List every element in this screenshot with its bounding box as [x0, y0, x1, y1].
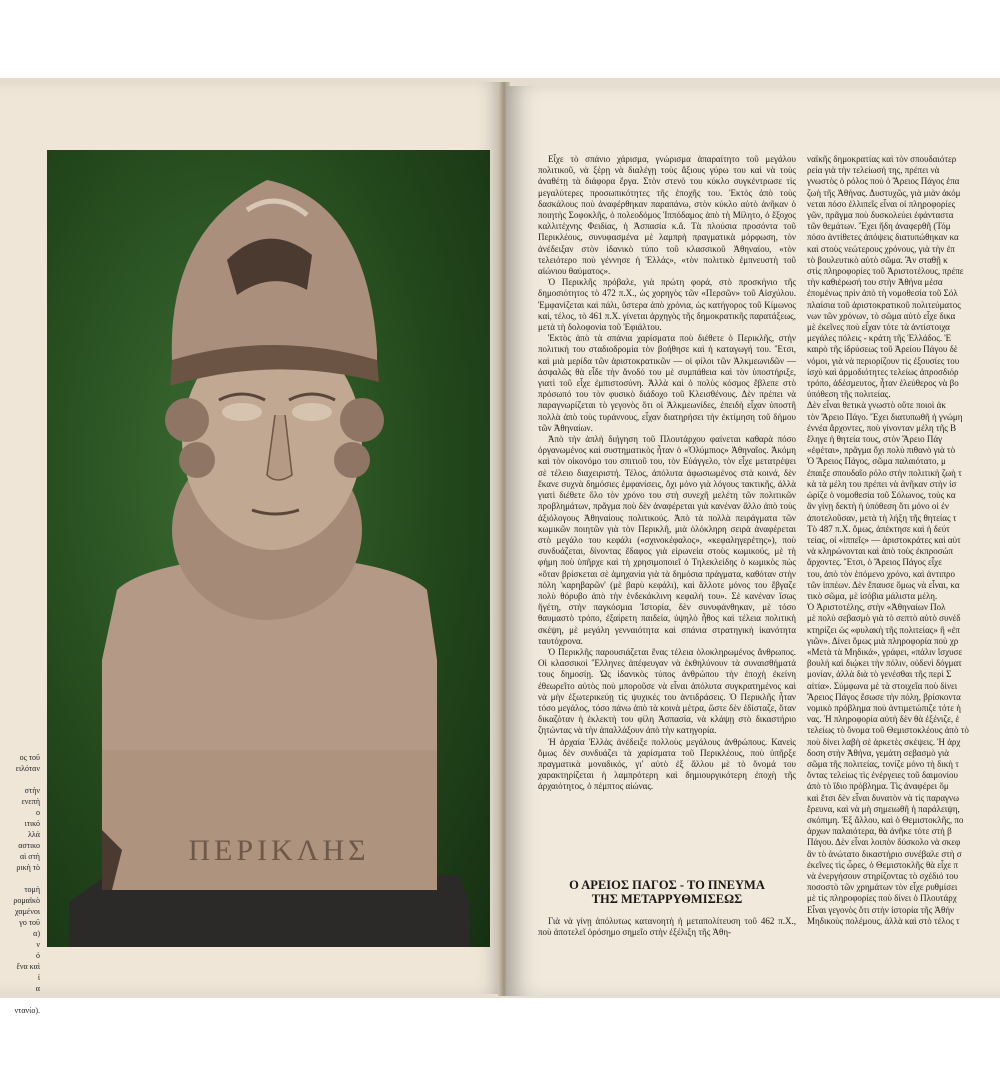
text-line: μὲ ἐκεῖνες ποὺ εἶχαν τότε τὰ ἀντίστοιχα — [807, 322, 950, 333]
section-heading-line-1: Ο ΑΡΕΙΟΣ ΠΑΓΟΣ - ΤΟ ΠΝΕΥΜΑ — [569, 878, 765, 892]
text-line: ἐκεῖνες τὶς ὧρες, ὁ Θεμιστοκλῆς θὰ εἶχε π — [807, 859, 958, 870]
text-line: κτηρίζει ὡς «φυλακὴ τῆς πολιτείας» ἢ «ἐπ — [807, 624, 960, 635]
text-line: τείας, οἱ «ἱππεῖς» — ἀριστοκράτες καὶ αὐτ — [807, 534, 961, 545]
text-line: Μηδικοὺς πολέμους, ἀλλὰ καὶ στὸ τέλος τ — [807, 915, 960, 926]
text-fragment: χαμένοι — [15, 907, 40, 916]
left-page-text-fragments — [0, 752, 40, 1016]
text-fragment: στὴν — [24, 786, 40, 795]
text-line: καιρὸ τῆς ἱδρύσεως τοῦ Ἀρείου Πάγου δὲ — [807, 344, 958, 355]
text-fragment: ος τοῦ — [19, 753, 40, 762]
text-line: πόσο ἀντίθετες ἀπόψεις διατυπώθηκαν κα — [807, 232, 959, 243]
text-line: ἔρευνα, καὶ νὰ μὴ σημειωθῆ ἡ παράλειψη, — [807, 803, 960, 814]
text-line: ποσοστὸ τῶν χρημάτων τὸν εἶχε ρυθμίσει — [807, 882, 958, 893]
text-fragment: ιτικό — [24, 819, 40, 828]
text-fragment: α — [35, 984, 40, 993]
section-heading-line-2: ΤΗΣ ΜΕΤΑΡΡΥΘΜΙΣΕΩΣ — [591, 892, 743, 906]
text-line: νων τῶν χρόνων, τὸ σῶμα αὐτὸ εἶχε δικα — [807, 310, 956, 321]
text-line: ὄντας τελείως τὶς ἐνέργειες τοῦ δαιμονίου — [807, 770, 958, 781]
section-heading — [538, 878, 796, 906]
text-fragment: αστικο — [18, 841, 40, 850]
text-fragment: ό — [36, 951, 40, 960]
text-fragment: ἰ — [37, 973, 40, 982]
text-line: ζωὴ τῆς Ἀθήνας. Δυστυχῶς, γιὰ μιὰν ἀκόμ — [807, 187, 961, 198]
text-line: κὰ τὰ μέλη του πρέπει νὰ ἀνῆκαν στὴν ἰσ — [807, 478, 957, 489]
text-line: ἂν τὸ ἀνώτατο δικαστήριο συνέβαλε στὴ σ — [807, 848, 962, 859]
paragraph: Ἡ ἀρχαία Ἑλλὰς ἀνέδειξε πολλοὺς μεγάλους ἀνθρώπους. Κανεὶς ὅμως δὲν συνδυάζει τὰ χαρίσματα τοῦ Περικλέους, ποὺ ὑπῆρξε πραγματικὰ μοναδικός, γι' αὐτὸ ἐξ ἄλλου μὲ τὸ ὄνομά του χαρακτηρίζεται ἡ λαμπρότερη καὶ δημιουργικότερη ἐποχὴ τῆς ἀρχαιότητος, ὁ πέμπτος αἰώνας. — [538, 736, 796, 792]
text-fragment: ειλόταν — [15, 764, 40, 773]
article-column-2 — [807, 154, 1000, 944]
text-line: μὲ πολὺ σεβασμὸ γιὰ τὸ σεπτὸ αὐτὸ συνέδ — [807, 613, 961, 624]
text-fragment: λλά — [28, 830, 40, 839]
text-line: τὴν καθιέρωσή του στὴν Ἀθήνα μέσα — [807, 277, 943, 288]
text-line: ἀρχων παλαιότερα, θὰ ἀνῆκε τότε στὴ β — [807, 826, 952, 837]
text-line: ποὺ δίνει λαβὴ σὲ ἀρκετὲς σκέψεις. Ἡ ἀρχ — [807, 736, 961, 747]
text-line: ἰσχὺ καὶ ἁρμοδιότητες τελείως ἀπροσδιόρ — [807, 366, 959, 377]
text-line: ἀπὸ τὸ ἴδιο πρόβλημα. Τὶς ἀναφέρει ὅμ — [807, 781, 949, 792]
text-line: τρόπο, ἀδέσμευτος, ἦταν ἐλεύθερος νὰ βο — [807, 378, 959, 389]
text-fragment — [0, 774, 40, 785]
text-line: καὶ ἔτσι δὲν εἶναι δυνατὸν νὰ τὶς παραγνω — [807, 792, 959, 803]
text-line: Ὁ Ἀριστοτέλης, στὴν «Ἀθηναίων Πολ — [807, 602, 946, 613]
text-line: νὰ κληρώνονται καὶ ἀπὸ τοὺς ἐκπροσώπ — [807, 546, 954, 557]
text-line: μὲ τὶς πληροφορίες ποὺ δίνει ὁ Πλουτάρχ — [807, 893, 957, 904]
text-line: Ἄρειος Πάγος ἔσωσε τὴν πόλη, βρίσκοντα — [807, 691, 961, 702]
text-line: καὶ στοὺς νεώτερους χρόνους, γιὰ τὴν ἐπ — [807, 243, 955, 254]
paragraph: Εἶχε τὸ σπάνιο χάρισμα, γνώρισμα ἀπαραίτητο τοῦ μεγάλου πολιτικοῦ, νὰ ξέρῃ νὰ διαλέγῃ τοὺς ἄξιους γύρω του καὶ νὰ τοὺς ἀναθέτῃ τὰ διάφορα ἔργα. Στὸν στενὸ του κύκλο συγκέντρωσε τὶς μεγαλύτερες προσωπικότητες τῆς ἐποχῆς του. Ἐκτὸς ἀπὸ τοὺς δασκάλους ποὺ ἀναφέρθηκαν παραπάνω, στὸν κύκλο αὐτὸ ἀνῆκαν ὁ ποιητὴς Σοφοκλῆς, ὁ πολεοδόμος Ἱππόδαμος ἀπὸ τὴ Μίλητο, ὁ ἔξοχος καλλιτέχνης Φειδίας, ἡ Ἀσπασία κ.ἄ. Τὰ πλούσια προσόντα τοῦ Περικλέους, συνυφασμένα μὲ λαμπρὴ πραγματικὰ μόρφωση, τὸν ἀνέδειξαν στὸν ἰδανικὸ τύπο τοῦ κλασσικοῦ Ἀθηναίου, «τὸν τελειότερο ποὺ γέννησε ἡ Ἑλλάς», «τὸν πολιτικὸ ἐμπνευστὴ τοῦ αἰώνιου θαύματος». — [538, 154, 796, 277]
text-fragment: ντανίο). — [14, 1006, 40, 1015]
text-line: σῶμα τῆς πολιτείας, τονίζε μόνο τὴ δικὴ τ — [807, 758, 959, 769]
text-line: βουλὴ καὶ διῴκει τὴν πόλιν, οὐδενὶ δόγματ — [807, 658, 962, 669]
text-line: γῶν, πρᾶγμα ποὺ δυσκολεύει ἐφάνταστα — [807, 210, 954, 221]
text-line: του, ἀπὸ τὸν ἑπόμενο χρόνο, καὶ ἀντιπρο — [807, 568, 956, 579]
text-line: ἀποτελοῦσαν, μετὰ τὴ λήξη τῆς θητείας τ — [807, 512, 957, 523]
text-line: «ἐφέται», πρᾶγμα ὄχι πολὺ πιθανὸ γιὰ τὸ — [807, 445, 956, 456]
text-fragment: τομὴ — [24, 885, 40, 894]
text-line: ναϊκῆς δημοκρατίας καὶ τὸν σπουδαιότερ — [807, 154, 957, 164]
text-line: Τὸ 487 π.Χ. ὅμως, ἀπέκτησε καὶ ἡ δεύτ — [807, 523, 950, 534]
bust-inscription: ΠΕΡΙΚΛΗΣ — [188, 834, 370, 867]
text-line: γιῶν». Δίνει ὅμως μιὰ πληροφορία ποὺ χρ — [807, 635, 959, 646]
text-line: στὶς πληροφορίες τοῦ Ἀριστοτέλους, πρέπε — [807, 266, 964, 277]
paragraph: Ὁ Περικλῆς παρουσιάζεται ἔνας τέλεια ὁλοκληρωμένος ἄνθρωπος. Οἱ κλασσικοὶ Ἕλληνες ἀπέφευγαν νὰ ἐκθηλύνουν τὰ συναισθήματά τους δημοσίῃ. Ὡς ἰδανικὸς τύπος ἀνθρώπου τὴν ἐποχὴ ἐκείνη ἐθεωρεῖτο αὐτὸς ποὺ μποροῦσε νὰ εἶναι ἀπόλυτα συγκρατημένος καὶ νὰ μὴν ἐξωτερικεύῃ τὶς ψυχικές του ἀντιδράσεις. Ὁ Περικλῆς ἦταν τόσο μεγάλος, τόσο πάνω ἀπὸ τὰ κοινὰ μέτρα, ὥστε δὲν ἐδίσταζε, ὅταν δικαζόταν ἡ ἐκλεκτὴ του φίλη Ἀσπασία, νὰ κλάψῃ στὸ δικαστήριο ζητώντας νὰ τὴν ἀπαλλάξουν ἀπὸ τὴν κατηγορία. — [538, 646, 796, 736]
text-line: τελείως τὸ ὄνομα τοῦ Θεμιστοκλέους ἀπὸ τὸ — [807, 725, 969, 736]
text-line: ἐννέα ἄρχοντες, ποὺ γίνονταν μέλη τῆς Β — [807, 422, 957, 433]
pericles-bust-photo — [47, 150, 490, 947]
text-line: νομικὸ πρόβλημα ποὺ ἀντιμετώπιζε τότε ἡ — [807, 702, 961, 713]
text-fragment: ενεπὴ — [21, 797, 40, 806]
text-fragment: ἔνα καὶ — [16, 962, 40, 971]
paragraph: Ἀπὸ τὴν ἁπλὴ διήγηση τοῦ Πλουτάρχου φαίνεται καθαρὰ πόσο ὀργανωμένος καὶ συστηματικὸς ἦταν ὁ «Ὀλύμπιος» Ἀθηναῖος. Ἀκόμη καὶ τὸν οἰκονόμο του σπιτιοῦ του, τὸν Εὐάγγελο, τὸν εἶχε μετατρέψει σὲ τέλειο διαχειριστή. Τέλος, ἀπόλυτα ἀφωσιωμένος στὰ κοινά, δὲν ἔκανε συχνὰ δημόσιες ἐμφανίσεις, ὄχι μόνο γιὰ λόγους τακτικῆς, ἀλλὰ γιατὶ διέθετε ὅλο τὸν χρόνο του στὴ συνεχῆ μελέτη τῶν πολιτικῶν προβλημάτων, πρᾶγμα ποὺ δὲν ἀναφέρεται γιὰ κανέναν ἄλλο ἀπὸ τοὺς ἀξιόλογους Ἀθηναίους πολιτικούς. Ἀπὸ τὰ πολλὰ πειράγματα τῶν κωμικῶν ποιητῶν γιὰ τὸν Περικλῆ, μιὰ ὁλόκληρη σειρὰ ἀναφέρεται στὸ μεγάλο του κεφάλι («σχινοκέφαλος», «κεφαληγερέτης»), ποὺ συνδυάζεται, δίνοντας ἔδαφος γιὰ εἰρωνεία στοὺς κωμικούς, μὲ τὴ φήμη ποὺ ὑπῆρχε καὶ τὴ χρησιμοποιεῖ ὁ Τηλεκλείδης ὁ κωμικὸς πὼς «ὅταν βρίσκεται σὲ ἀμηχανία γιὰ τὰ δημόσια πράγματα, καθόταν στὴν πόλη 'καρηβαρῶν' (μὲ βαρὺ κεφάλι), καὶ ἄλλοτε μόνος του ἔβγαζε πολὺ θόρυβο ἀπὸ τὴν ἑνδεκάκλινη κεφαλή του». Σὲ κανέναν ἴσως ἥγέτη, στὴν παγκόσμια Ἱστορία, δὲν συνυφάνθηκαν, μὲ τόσο θαυμαστὸ τρόπο, ἐξαίρετη παιδεία, ὑψηλὸ ἦθος καὶ τέλεια πολιτικὴ σκέψη, μὲ μεγάλη γενναιότητα καὶ σπάνια στρατηγικὴ ἱκανότητα ταυτόχρονα. — [538, 434, 796, 646]
text-line: αἰτία». Σύμφωνα μὲ τὰ στοιχεῖα ποὺ δίνει — [807, 680, 958, 691]
text-line: ὡρίζε ὁ νομοθεσία τοῦ Σόλωνος, τοὺς κα — [807, 490, 956, 501]
section-intro-paragraph: Γιὰ νὰ γίνῃ ἀπόλυτως κατανοητὴ ἡ μεταπολίτευση τοῦ 462 π.Χ., ποὺ ἀποτελεῖ ὁρόσημο σημεῖο στὴν ἐξέλιξη τῆς Ἀθη- — [538, 916, 796, 938]
text-fragment: ρικὴ τὸ — [16, 863, 40, 872]
text-line: Δὲν εἶναι θετικὰ γνωστὸ οὔτε ποιοὶ ἀκ — [807, 400, 946, 411]
text-line: σκόπιμη. Ἐξ ἄλλου, καὶ ὁ Θεμιστοκλῆς, πο — [807, 814, 964, 825]
text-line: νόμοι, γιὰ νὰ περιορίζουν τὶς ἐξουσίες του — [807, 355, 960, 366]
text-line: ἔληγε ἡ θητεία τους, στὸν Ἄρειο Πάγ — [807, 434, 943, 445]
text-fragment — [0, 994, 40, 1005]
text-line: γνωστὸς ὁ ρόλος ποὺ ὁ Ἄρειος Πάγος ἐπα — [807, 176, 960, 187]
text-fragment: αὶ στὴ — [19, 852, 40, 861]
text-line: «Μετὰ τὰ Μηδικά», γράφει, «πάλιν ἴσχυσε — [807, 646, 963, 657]
text-line: ἐπομένως πρὶν ἀπὸ τὴ νομοθεσία τοῦ Σόλ — [807, 288, 958, 299]
text-fragment: ο — [36, 808, 40, 817]
text-line: ἂν γίνῃ δεκτὴ ἡ ὑπόθεση ὅτι μόνο οἱ ἐν — [807, 501, 949, 512]
text-fragment — [0, 873, 40, 884]
text-line: τικὸ σῶμα, μὲ ἰσόβια μάλιστα μέλη. — [807, 590, 938, 601]
text-line: νὰ ἐνεργήσουν στηρίζοντας τὸ σχέδιό του — [807, 871, 959, 881]
text-line: μονίαν, ἀλλὰ διὰ τὸ γενέσθαι τῆς περὶ Σ — [807, 669, 952, 680]
text-line: Πάγου. Δὲν εἶναι λοιπὸν δύσκολο νὰ σκεφ — [807, 837, 961, 848]
text-line: μεγάλες πόλεις - κράτη τῆς Ἑλλάδος. Ἐ — [807, 333, 952, 344]
text-line: τῶν θεμάτων. Ἔχει ἤδη ἀναφερθῆ (Τόμ — [807, 221, 951, 232]
text-fragment: α) — [33, 929, 40, 938]
text-line: τῶν ἱππέων. Δὲν ἔπαυσε ὅμως νὰ εἶναι, κα — [807, 579, 960, 590]
text-line: Εἶναι γεγονὸς ὅτι στὴν ἱστορία τῆς Ἀθήν — [807, 904, 955, 915]
text-line: νας. Ἡ πληροφορία αὐτὴ δὲν θὰ ἐξένιζε, ἐ — [807, 714, 960, 725]
text-fragment: ρομαϊκὸ — [13, 896, 40, 905]
text-line: τὸ βουλευτικὸ αὐτὸ σῶμα. Ἂν σταθῇ κ — [807, 254, 948, 265]
paragraph: Ὁ Περικλῆς πρόβαλε, γιὰ πρώτη φορά, στὸ προσκήνιο τῆς δημοσιότητος τὸ 472 π.Χ., ὡς χορηγὸς τῶν «Περσῶν» τοῦ Αἰσχύλου. Ἐμφανίζεται καὶ πάλι, ὕστερα ἀπὸ χρόνια, ὡς κατήγορος τοῦ Κίμωνος καί, τέλος, τὸ 461 π.Χ. γίνεται ἀρχηγὸς τῆς δημοκρατικῆς παρατάξεως, μετὰ τὴ δολοφονία τοῦ Ἐφιάλτου. — [538, 277, 796, 333]
text-fragment: ν — [36, 940, 40, 949]
text-line: τὸν Ἄρειο Πάγο. Ἔχει διατυπωθῆ ἡ γνώμη — [807, 411, 963, 422]
text-line: πλαίσια τοῦ ἀριστοκρατικοῦ πολιτεύματος — [807, 299, 961, 310]
text-line: ἐπαιξε σπουδαῖο ρόλο στὴν πολιτικὴ ζωὴ τ — [807, 467, 962, 478]
text-line: ὑπόθεση τῆς πολιτείας. — [807, 389, 891, 400]
text-line: δοση στὴν Ἀθήνα, γεμάτη σεβασμὸ γιὰ — [807, 747, 950, 758]
text-line: Ὁ Ἄρειος Πάγος, σῶμα παλαιότατο, μ — [807, 456, 946, 467]
text-fragment: γο τοῦ — [19, 918, 40, 927]
text-line: νεται πόσο ἐλλιπεῖς εἶναι οἱ πληροφορίες — [807, 198, 956, 209]
article-column-1 — [538, 154, 796, 793]
paragraph: Ἐκτὸς ἀπὸ τὰ σπάνια χαρίσματα ποὺ διέθετε ὁ Περικλῆς, στὴν πολιτική του σταδιοδρομία τὸν βοήθησε καὶ ἡ καταγωγή του. Ἔτσι, καὶ μιὰ μερίδα τῶν ἀριστοκρατικῶν — οἱ φίλοι τῶν Ἀλκμεωνιδῶν — ἀσφαλῶς θὰ εἶδε τὴν ἄνοδό του μὲ συμπάθεια καὶ τὸν ὑποστήριξε, γιατὶ τοῦ εἶχε ἐμπιστοσύνη. Ἀλλὰ καὶ ὁ πολὺς κόσμος ἔβλεπε στὸ πρόσωπό του τὸν φυσικὸ διάδοχο τοῦ Κλεισθένους. Δὲν πρέπει νὰ παραγνωρίζεται τὸ γεγονὸς ὅτι οἱ Ἀλκμεωνίδες, ἐπειδὴ εἶχαν ὑποστῆ πολλὰ ἀπὸ τοὺς τυράννους, εἶχαν διατηρήσει τὴν ἐκτίμηση τοῦ δήμου τῶν Ἀθηναίων. — [538, 333, 796, 433]
text-line: ρεία γιὰ τὴν τελείωσή της, πρέπει νὰ — [807, 165, 940, 176]
text-line: ἄρχοντες. Ἔτσι, ὁ Ἄρειος Πάγος εἶχε — [807, 557, 942, 568]
